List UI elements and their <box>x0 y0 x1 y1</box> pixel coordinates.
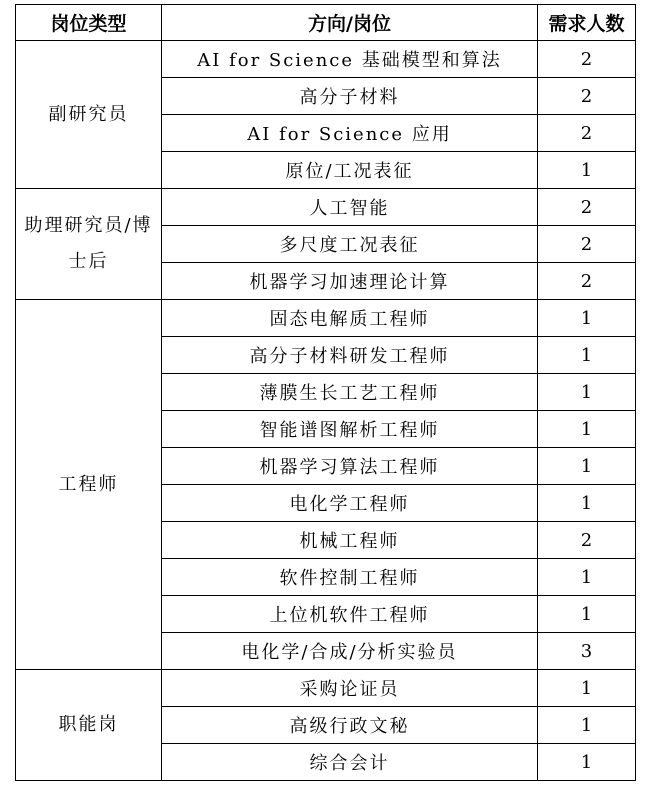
position-cell: 软件控制工程师 <box>162 559 538 596</box>
headcount-cell: 1 <box>538 337 636 374</box>
headcount-cell: 1 <box>538 448 636 485</box>
table-header <box>16 5 636 41</box>
position-cell: 智能谱图解析工程师 <box>162 411 538 448</box>
headcount-cell: 2 <box>538 226 636 263</box>
header-row <box>16 5 636 41</box>
position-cell: 机器学习加速理论计算 <box>162 263 538 300</box>
headcount-cell: 1 <box>538 411 636 448</box>
position-cell: 机器学习算法工程师 <box>162 448 538 485</box>
position-cell: 采购论证员 <box>162 670 538 707</box>
category-cell: 职能岗 <box>16 670 162 781</box>
headcount-cell: 1 <box>538 485 636 522</box>
header-headcount: 需求人数 <box>538 5 636 41</box>
headcount-cell: 1 <box>538 152 636 189</box>
category-cell: 工程师 <box>16 300 162 670</box>
position-cell: 上位机软件工程师 <box>162 596 538 633</box>
headcount-cell: 2 <box>538 78 636 115</box>
headcount-cell: 2 <box>538 115 636 152</box>
table-row <box>16 670 636 707</box>
table-row <box>16 189 636 226</box>
position-cell: 综合会计 <box>162 744 538 781</box>
headcount-cell: 1 <box>538 300 636 337</box>
position-cell: 原位/工况表征 <box>162 152 538 189</box>
headcount-cell: 1 <box>538 596 636 633</box>
headcount-cell: 2 <box>538 263 636 300</box>
position-cell: 薄膜生长工艺工程师 <box>162 374 538 411</box>
position-cell: AI for Science 基础模型和算法 <box>162 41 538 78</box>
headcount-cell: 3 <box>538 633 636 670</box>
position-cell: AI for Science 应用 <box>162 115 538 152</box>
headcount-cell: 2 <box>538 522 636 559</box>
headcount-cell: 1 <box>538 744 636 781</box>
headcount-cell: 2 <box>538 189 636 226</box>
table-row <box>16 300 636 337</box>
table-row <box>16 41 636 78</box>
position-cell: 高级行政文秘 <box>162 707 538 744</box>
position-cell: 人工智能 <box>162 189 538 226</box>
position-cell: 固态电解质工程师 <box>162 300 538 337</box>
position-cell: 高分子材料研发工程师 <box>162 337 538 374</box>
job-openings-table <box>15 4 636 781</box>
position-cell: 高分子材料 <box>162 78 538 115</box>
position-cell: 多尺度工况表征 <box>162 226 538 263</box>
headcount-cell: 1 <box>538 559 636 596</box>
headcount-cell: 1 <box>538 670 636 707</box>
headcount-cell: 1 <box>538 707 636 744</box>
position-cell: 电化学/合成/分析实验员 <box>162 633 538 670</box>
position-cell: 机械工程师 <box>162 522 538 559</box>
header-direction: 方向/岗位 <box>162 5 538 41</box>
header-position-type: 岗位类型 <box>16 5 162 41</box>
headcount-cell: 1 <box>538 374 636 411</box>
table-body <box>16 41 636 781</box>
headcount-cell: 2 <box>538 41 636 78</box>
category-cell: 助理研究员/博士后 <box>16 189 162 300</box>
position-cell: 电化学工程师 <box>162 485 538 522</box>
category-cell: 副研究员 <box>16 41 162 189</box>
